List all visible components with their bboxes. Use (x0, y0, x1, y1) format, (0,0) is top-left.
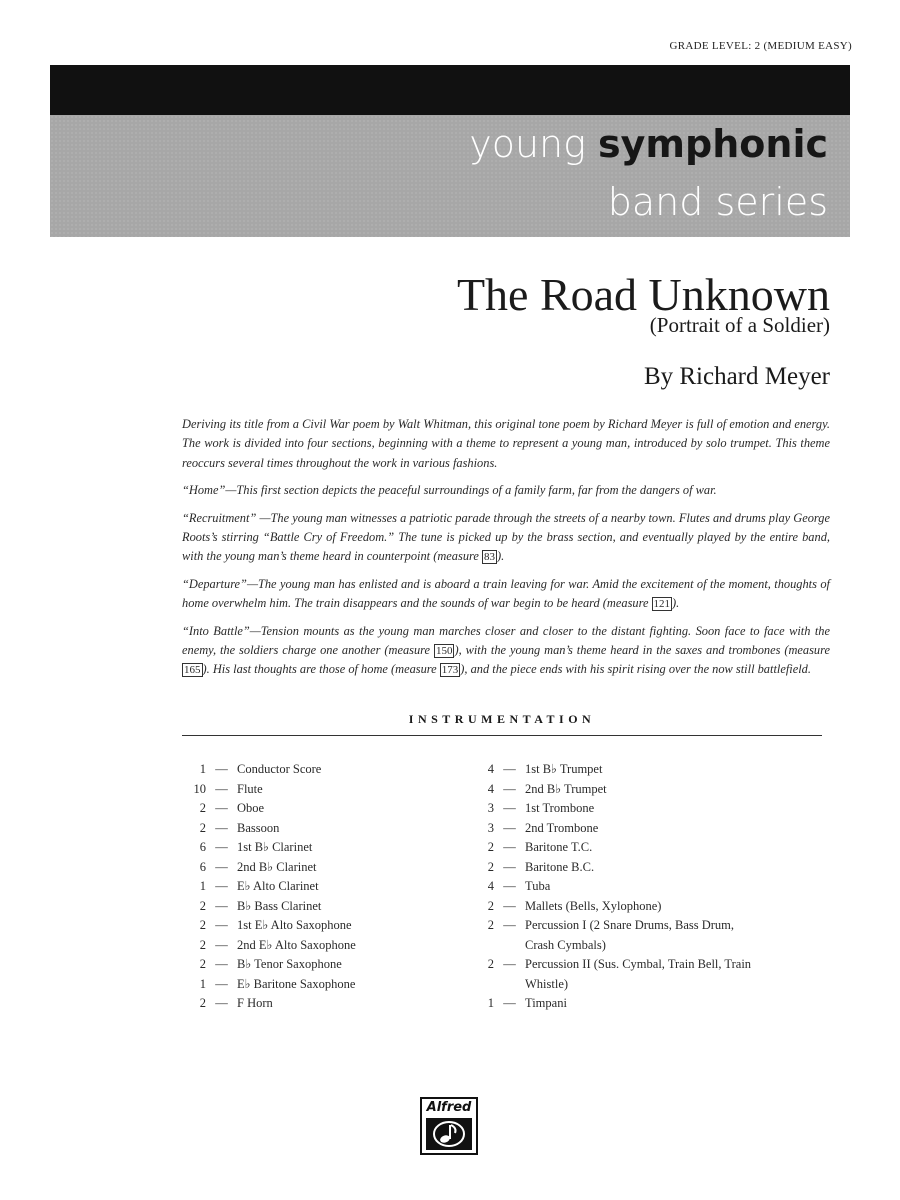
grade-level: GRADE LEVEL: 2 (MEDIUM EASY) (669, 40, 852, 52)
instrument-row (470, 955, 770, 994)
instrument-dash: — (503, 840, 516, 854)
instrument-dash: — (503, 957, 516, 971)
instrument-row (470, 799, 770, 819)
instrument-row (182, 916, 482, 936)
measure-number: 150 (435, 645, 453, 658)
instrument-name: Percussion I (2 Snare Drums, Bass Drum, Crash Cymbals) (525, 918, 735, 952)
instrument-row (182, 838, 482, 858)
measure-number: 83 (483, 551, 495, 564)
banner-black-bar (50, 65, 850, 115)
instrument-row (470, 760, 770, 780)
instrument-dash: — (503, 781, 516, 796)
instrument-quantity: 3 (487, 801, 494, 815)
instrument-dash: — (215, 937, 228, 952)
instrument-quantity: 1 (487, 996, 494, 1010)
instrument-dash: — (215, 801, 228, 815)
instrument-name: 1st B♭ Clarinet (237, 840, 313, 854)
instrument-dash: — (215, 918, 228, 932)
instrument-name: 1st Trombone (525, 801, 595, 815)
instrument-name: F Horn (237, 996, 273, 1010)
instrument-quantity: 2 (487, 859, 494, 874)
instrument-quantity: 2 (199, 996, 206, 1010)
instrument-name: Flute (237, 781, 263, 796)
instrument-name: 2nd Trombone (525, 820, 599, 835)
instrument-dash: — (503, 898, 516, 913)
series-word-symphonic: symphonic (598, 122, 828, 166)
notes-paragraph: “Departure”—The young man has enlisted and is aboard a train leaving for war. Amid the excitement of the moment, thoughts of home overwhelm him. The train disappears and the sounds of war begin to be heard (measure 121 ). (182, 576, 830, 611)
series-banner (50, 65, 850, 237)
instrument-quantity: 2 (487, 918, 494, 932)
instrument-name: 1st B♭ Trumpet (525, 762, 603, 776)
instrument-dash: — (215, 996, 228, 1010)
instrument-row (470, 897, 770, 917)
instrument-name: Oboe (237, 801, 265, 815)
instrument-row (470, 858, 770, 878)
instrument-dash: — (503, 918, 516, 932)
instrument-row (182, 897, 482, 917)
instrument-quantity: 2 (199, 801, 206, 815)
instrument-row (470, 838, 770, 858)
instrument-dash: — (215, 898, 228, 913)
alfred-logo (420, 1097, 478, 1155)
instrument-name: 1st E♭ Alto Saxophone (237, 918, 352, 932)
instrument-quantity: 1 (199, 762, 206, 776)
instrument-name: 2nd B♭ Clarinet (237, 859, 317, 874)
instrument-dash: — (215, 957, 228, 971)
alfred-music-note-icon (426, 1118, 472, 1150)
instrument-dash: — (215, 781, 228, 796)
instrument-name: Baritone B.C. (525, 859, 595, 874)
instrument-quantity: 2 (487, 898, 494, 913)
instrument-name: Mallets (Bells, Xylophone) (525, 898, 662, 913)
instrument-row (470, 780, 770, 800)
notes-paragraph: “Home”—This first section depicts the peaceful surroundings of a family farm, far from the dangers of war. (182, 483, 717, 498)
instrument-dash: — (503, 820, 516, 835)
instrumentation-column-right (470, 760, 770, 1014)
instrument-row (470, 916, 770, 955)
work-title: The Road Unknown (456, 269, 830, 320)
instrument-row (182, 858, 482, 878)
notes-paragraph: Deriving its title from a Civil War poem by Walt Whitman, this original tone poem by Richard Meyer is full of emotion and energy. The work is divided into four sections, beginning with a theme to represent a young man, introduced by solo trumpet. This theme reoccurs several times throughout the work in various fashions. (182, 417, 830, 470)
instrument-quantity: 2 (199, 898, 206, 913)
instrument-row (182, 760, 482, 780)
instrument-quantity: 2 (199, 957, 206, 971)
instrument-name: E♭ Baritone Saxophone (237, 976, 356, 991)
instrument-quantity: 2 (487, 840, 494, 854)
instrument-dash: — (503, 879, 516, 893)
instrument-dash: — (215, 820, 228, 835)
instrument-quantity: 1 (199, 879, 206, 893)
instrument-row (470, 994, 770, 1014)
instrument-quantity: 10 (193, 781, 206, 796)
instrument-quantity: 2 (199, 937, 206, 952)
instrument-row (470, 877, 770, 897)
instrument-name: E♭ Alto Clarinet (237, 879, 319, 893)
instrument-name: 2nd E♭ Alto Saxophone (237, 937, 356, 952)
instrument-dash: — (503, 801, 516, 815)
instrument-name: Bassoon (237, 820, 280, 835)
instrument-dash: — (503, 859, 516, 874)
instrument-quantity: 4 (487, 762, 494, 776)
measure-number: 165 (184, 664, 201, 677)
instrument-row (182, 819, 482, 839)
banner-grey-panel (50, 115, 850, 237)
notes-paragraph: “Into Battle”—Tension mounts as the young man marches closer and closer to the distant fighting. Soon face to face with the enemy, the soldiers charge one another (measure 150 ), with the young man’s theme heard in the saxes and trombones (measure 165 ). His last thoughts are those of home (measure 173 ), and the piece ends with his spirit rising over the now still battlefield. (182, 623, 830, 677)
composer-credit: By Richard Meyer (643, 363, 830, 390)
instrument-row (182, 799, 482, 819)
instrument-row (182, 975, 482, 995)
series-name (469, 115, 828, 231)
work-subtitle: (Portrait of a Soldier) (649, 313, 830, 337)
instrument-quantity: 6 (199, 859, 206, 874)
instrument-row (182, 955, 482, 975)
instrument-quantity: 2 (487, 957, 494, 971)
instrumentation-divider (182, 735, 822, 736)
instrument-row (470, 819, 770, 839)
instrument-quantity: 2 (199, 820, 206, 835)
instrument-quantity: 3 (487, 820, 494, 835)
instrument-row (182, 780, 482, 800)
measure-number: 173 (441, 664, 459, 677)
instrument-dash: — (215, 840, 228, 854)
instrument-dash: — (215, 859, 228, 874)
instrument-name: Tuba (525, 879, 551, 893)
instrumentation-heading: INSTRUMENTATION (408, 712, 596, 726)
instrument-dash: — (215, 976, 228, 991)
instrument-quantity: 4 (487, 879, 494, 893)
instrument-quantity: 6 (199, 840, 206, 854)
instrument-row (182, 877, 482, 897)
instrument-quantity: 2 (199, 918, 206, 932)
instrument-row (182, 994, 482, 1014)
instrument-dash: — (503, 762, 516, 776)
instrument-dash: — (215, 879, 228, 893)
instrument-name: Conductor Score (237, 762, 322, 776)
instrument-quantity: 1 (199, 976, 206, 991)
measure-number: 121 (653, 598, 671, 611)
instrument-dash: — (503, 996, 516, 1010)
instrumentation-column-left (182, 760, 482, 1014)
program-notes (182, 415, 830, 688)
instrument-name: B♭ Tenor Saxophone (237, 957, 342, 971)
series-line-2: band series (607, 180, 828, 224)
instrument-name: 2nd B♭ Trumpet (525, 781, 607, 796)
logo-text: Alfred (426, 1100, 472, 1115)
instrument-name: Percussion II (Sus. Cymbal, Train Bell, Train Whistle) (525, 957, 752, 991)
instrument-name: Baritone T.C. (525, 840, 593, 854)
instrument-name: B♭ Bass Clarinet (237, 898, 322, 913)
notes-paragraph: “Recruitment” —The young man witnesses a patriotic parade through the streets of a nearby town. Flutes and drums play George Roots’s stirring “Battle Cry of Freedom.” The tune is picked up by the brass section, and eventually played by the entire band, with the young man’s theme heard in counterpoint (measure 83 ). (182, 510, 830, 564)
instrument-row (182, 936, 482, 956)
instrument-quantity: 4 (487, 781, 494, 796)
instrument-dash: — (215, 762, 228, 776)
series-word-young: young (469, 122, 586, 166)
instrument-name: Timpani (525, 996, 567, 1010)
